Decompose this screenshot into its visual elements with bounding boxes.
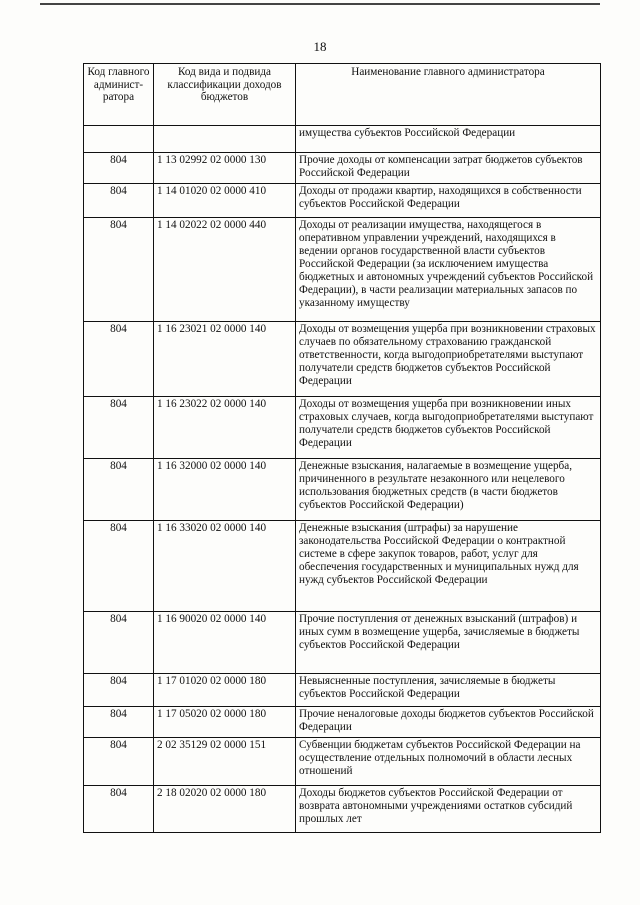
kbk-code-cell: 1 14 02022 02 0000 440 [154,218,296,322]
administrator-name-cell: Доходы бюджетов субъектов Российской Федерации от возврата автономными учреждениями остатков субсидий прошлых лет [296,786,601,833]
administrator-name-cell: Прочие доходы от компенсации затрат бюджетов субъектов Российской Федерации [296,153,601,184]
table-row [84,184,601,218]
administrator-name-cell: Субвенции бюджетам субъектов Российской Федерации на осуществление отдельных полномочий в области лесных отношений [296,738,601,786]
kbk-code-cell: 1 17 05020 02 0000 180 [154,707,296,738]
kbk-code-cell: 2 18 02020 02 0000 180 [154,786,296,833]
admin-code-cell [84,126,154,153]
admin-code-cell: 804 [84,612,154,674]
table-row [84,153,601,184]
kbk-code-cell: 1 13 02992 02 0000 130 [154,153,296,184]
table-row [84,126,601,153]
kbk-code-cell: 1 16 32000 02 0000 140 [154,459,296,521]
admin-code-cell: 804 [84,707,154,738]
administrator-name-cell: Прочие поступления от денежных взысканий (штрафов) и иных сумм в возмещение ущерба, зачисляемые в бюджеты субъектов Российской Федерации [296,612,601,674]
table-row [84,397,601,459]
table-row [84,786,601,833]
table-row [84,612,601,674]
administrator-name-cell: Денежные взыскания (штрафы) за нарушение законодательства Российской Федерации о контрактной системе в сфере закупок товаров, работ, услуг для обеспечения государственных и муниципальных нужд для нужд субъектов Российской Федерации [296,521,601,612]
administrator-name-cell: Доходы от возмещения ущерба при возникновении страховых случаев по обязательному страхованию гражданской ответственности, когда выгодоприобретателями выступают получатели средств бюджетов субъектов Российской Федерации [296,322,601,397]
administrator-name-cell: Невыясненные поступления, зачисляемые в бюджеты субъектов Российской Федерации [296,674,601,707]
table-row [84,218,601,322]
kbk-code-cell [154,126,296,153]
admin-code-cell: 804 [84,397,154,459]
admin-code-cell: 804 [84,674,154,707]
admin-code-cell: 804 [84,153,154,184]
administrator-name-cell: Доходы от продажи квартир, находящихся в собственности субъектов Российской Федерации [296,184,601,218]
admin-code-cell: 804 [84,184,154,218]
header-kbk-code: Код вида и подвида классификации доходов бюджетов [154,64,296,126]
administrator-name-cell: Доходы от возмещения ущерба при возникновении иных страховых случаев, когда выгодоприобретателями выступают получатели средств бюджетов субъектов Российской Федерации [296,397,601,459]
kbk-code-cell: 1 16 33020 02 0000 140 [154,521,296,612]
admin-code-cell: 804 [84,218,154,322]
administrator-name-cell: Денежные взыскания, налагаемые в возмещение ущерба, причиненного в результате незаконного или нецелевого использования бюджетных средств (в части бюджетов субъектов Российской Федерации) [296,459,601,521]
table-header-row [84,64,601,126]
kbk-code-cell: 1 14 01020 02 0000 410 [154,184,296,218]
admin-code-cell: 804 [84,786,154,833]
table-row [84,459,601,521]
kbk-code-cell: 1 16 23021 02 0000 140 [154,322,296,397]
admin-code-cell: 804 [84,521,154,612]
kbk-code-cell: 1 16 90020 02 0000 140 [154,612,296,674]
table-row [84,521,601,612]
header-administrator-name: Наименование главного администратора [296,64,601,126]
administrator-name-cell: Прочие неналоговые доходы бюджетов субъектов Российской Федерации [296,707,601,738]
table-row [84,738,601,786]
admin-code-cell: 804 [84,738,154,786]
kbk-code-cell: 1 17 01020 02 0000 180 [154,674,296,707]
table-row [84,674,601,707]
administrator-name-cell: имущества субъектов Российской Федерации [296,126,601,153]
page-number: 18 [313,39,327,54]
table-row [84,322,601,397]
table-row [84,707,601,738]
admin-code-cell: 804 [84,459,154,521]
kbk-code-cell: 2 02 35129 02 0000 151 [154,738,296,786]
revenue-administrators-table [83,63,601,833]
kbk-code-cell: 1 16 23022 02 0000 140 [154,397,296,459]
admin-code-cell: 804 [84,322,154,397]
administrator-name-cell: Доходы от реализации имущества, находящегося в оперативном управлении учреждений, находящихся в ведении органов государственной власти субъектов Российской Федерации (за исключением имущества бюджетных и автономных учреждений субъектов Российской Федерации), в части реализации материальных запасов по указанному имуществу [296,218,601,322]
top-border-line [40,3,600,5]
header-admin-code: Код главного админист-ратора [84,64,154,126]
